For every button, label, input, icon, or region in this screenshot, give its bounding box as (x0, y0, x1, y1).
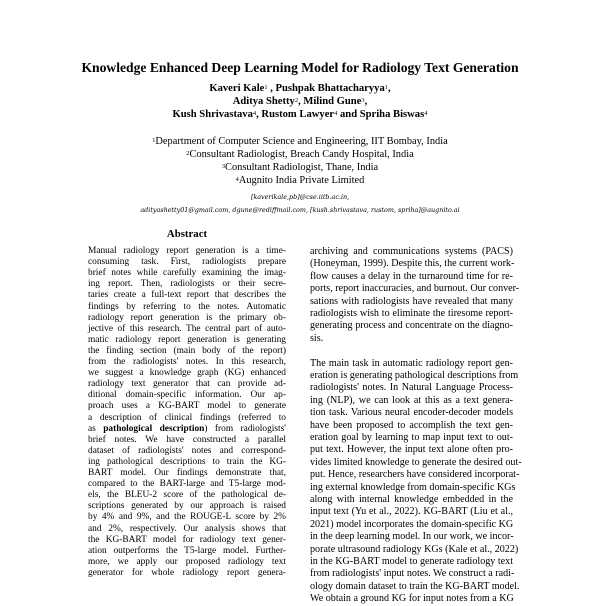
author-separator: , (388, 83, 391, 94)
author-affiliation-mark: 4 (252, 110, 257, 117)
paper-title: Knowledge Enhanced Deep Learning Model for Radiology Text Generation (81, 60, 519, 75)
author-affiliation-mark: 1 (384, 84, 388, 91)
email-line-2: adityashetty01@gmail.com, dgune@rediffmail.com, [kush.shrivastava, rustom, spriha]@augnito.ai (140, 206, 460, 214)
text-line: a description of clinical findings (referred to (88, 412, 286, 423)
text-line: matic radiology report generation is generating (88, 334, 286, 345)
text-line: along with internal knowledge embedded in the (310, 494, 513, 505)
author-name: Kaveri Kale (209, 83, 265, 94)
affiliation (0, 136, 600, 149)
text-line: radiologists wish to eliminate the tiresome report- (310, 308, 513, 319)
text-line: the KG-BART model for radiology text gener- (88, 534, 286, 545)
text-line: The main task in automatic radiology report gen- (310, 357, 513, 369)
author-name: Kush Shrivastava (172, 109, 253, 120)
text-line: radiology report generation is the primary ob- (88, 312, 286, 323)
text-line: generator for whole radiology report genera- (88, 567, 286, 578)
affiliation-number: 1 (152, 137, 156, 144)
affiliation-number: 2 (186, 150, 190, 157)
text-line: radiology text generator that can provide ad- (88, 379, 286, 390)
text-line: we suggest a knowledge graph (KG) enhanced (88, 368, 286, 379)
text-line: porate ultrasound radiology KGs (Kale et al., 2022) (310, 543, 519, 555)
text-line: ports, report inaccuracies, and burnout. Our conver- (310, 283, 520, 295)
affiliation-text: Department of Computer Science and Engineering, IIT Bombay, India (155, 136, 448, 147)
text-line: in the deep learning model. In our work, we incor- (310, 531, 514, 543)
author-separator: , (364, 96, 368, 107)
text-line: in the KG-BART model to generate radiology text (310, 556, 513, 567)
author-line-2 (0, 95, 600, 108)
affiliation-number: 4 (235, 176, 239, 183)
text-line: eration is generating pathological descriptions from (310, 370, 519, 381)
text-line: by 4% and 9%, and the ROUGE-L score by 2% (88, 512, 286, 523)
text-line: ing external knowledge from domain-specific KGs (310, 481, 516, 493)
text-line: flow causes a delay in the turnaround time for re- (310, 270, 513, 282)
text-line: ation outperforms the T5-large model. Further- (88, 545, 286, 556)
text-line: ology domain dataset to train the KG-BART model. (310, 580, 520, 592)
affiliation (0, 175, 600, 188)
text-line: vides limited knowledge to generate the desired out- (310, 456, 522, 468)
text-line: scriptions generated by our approach is raised (88, 501, 286, 512)
affiliation (0, 162, 600, 175)
text-line: 2021) model incorporates the domain-specific KG (310, 518, 514, 530)
text-line: dataset of radiologists' notes and correspond- (88, 445, 286, 456)
text-line: tion task. Various neural encoder-decoder models (310, 407, 513, 419)
text-line: input text (Yu et al., 2022). KG-BART (Liu et al., (310, 506, 513, 518)
affiliation-text: Consultant Radiologist, Thane, India (225, 162, 379, 173)
affiliation-number: 3 (221, 163, 226, 170)
text-line: els, the BLEU-2 score of the pathological de- (88, 490, 286, 501)
text-line: from radiologists' input notes. We construct a radi- (310, 568, 515, 580)
author-separator: , (256, 109, 262, 120)
text-line: ing report. Then, radiologists or their secre- (88, 279, 286, 290)
author-name: Spriha Biswas (359, 109, 425, 120)
text-line: as pathological description) from radiologists' (88, 423, 286, 434)
affiliation-text: Consultant Radiologist, Breach Candy Hospital, India (189, 149, 414, 160)
abstract-heading: Abstract (166, 228, 208, 240)
text-line: sations with radiologists have revealed that many (310, 295, 513, 307)
text-line: the finding section (main body of the report) (88, 345, 286, 356)
text-line: sis. (310, 332, 324, 344)
text-line: (Honeyman, 1999). Despite this, the current work- (310, 258, 515, 270)
author-affiliation-mark: 2 (294, 97, 299, 104)
text-line: more, we apply our proposed radiology text (88, 556, 286, 567)
text-line: archiving and communications systems (PACS) (310, 246, 513, 257)
text-line: from the radiologists' notes. In this research, (88, 357, 286, 367)
author-affiliation-mark: 4 (424, 110, 428, 117)
text-line: put text. However, the input text alone often pro- (310, 444, 513, 456)
text-line: findings by referring to the notes. Automatic (88, 301, 286, 312)
affiliation (0, 149, 600, 162)
author-separator: and (337, 109, 360, 120)
text-line: jective of this research. The central part of auto- (88, 323, 286, 334)
text-line: consuming task. First, radiologists prepare (88, 257, 286, 268)
text-line: brief notes. We have constructed a parallel (88, 434, 286, 445)
author-name: Milind Gune (303, 96, 362, 107)
text-line: radiologists' notes. In Natural Language Process- (310, 382, 513, 394)
text-line: ing pathological descriptions to train the KG- (88, 456, 286, 467)
text-line: have been proposed to accomplish the text gen- (310, 419, 513, 431)
text-line: brief notes while carefully examining the imag- (88, 268, 286, 279)
text-line: ing (NLP), we can look at this as a text genera- (310, 394, 513, 406)
author-name: Rustom Lawyer (261, 109, 335, 120)
text-line: eration goal by learning to map input text to out- (310, 432, 513, 443)
text-line: put. Hence, researchers have considered incorporat- (310, 469, 520, 481)
text-line: taries create a full-text report that describes the (88, 290, 286, 301)
text-line: Manual radiology report generation is a time- (88, 246, 286, 256)
author-name: Aditya Shetty (232, 96, 295, 107)
text-line: ditional domain-specific information. Our ap- (88, 390, 286, 401)
author-affiliation-mark: 1 (264, 84, 268, 91)
author-affiliation-mark: 4 (334, 110, 338, 117)
email-line-1: [kaverikale,pb]@cse.iitb.ac.in, (250, 193, 350, 201)
author-separator: , (267, 83, 276, 94)
author-name: Pushpak Bhattacharyya (275, 83, 385, 94)
text-line: compared to the BART-large and T5-large mod- (88, 479, 286, 490)
author-affiliation-mark: 3 (361, 97, 365, 104)
text-line: generating process and concentrate on the diagno- (310, 320, 513, 332)
text-line: and 2%, respectively. Our analysis shows that (88, 523, 286, 534)
affiliation-text: Augnito India Private Limited (238, 175, 365, 186)
text-line: BART model. Our findings demonstrate that, (88, 468, 286, 478)
author-line-3 (0, 108, 600, 121)
text-line: We obtain a ground KG for input notes from a KG (310, 593, 514, 605)
author-separator: , (298, 96, 304, 107)
author-line-1 (0, 82, 600, 95)
text-line: proach uses a KG-BART model to generate (88, 401, 286, 412)
